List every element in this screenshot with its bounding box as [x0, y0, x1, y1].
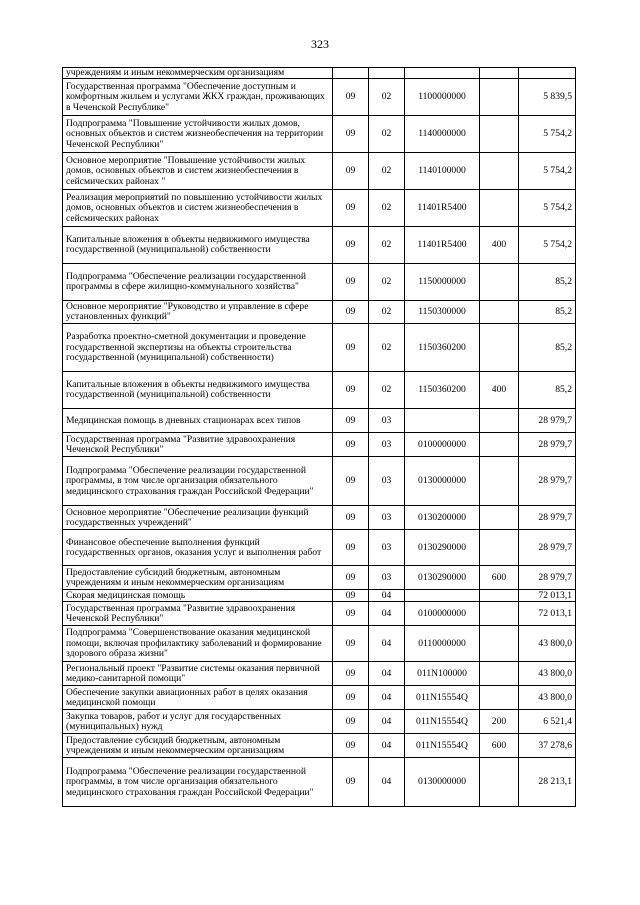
- row-target-article: 1150300000: [405, 301, 480, 324]
- row-section: 09: [333, 457, 369, 506]
- row-amount: [519, 68, 576, 79]
- row-expense-type: 400: [480, 227, 519, 264]
- row-expense-type: [480, 264, 519, 301]
- row-amount: 43 800,0: [519, 626, 576, 662]
- page-number: 323: [311, 37, 329, 51]
- row-subsection: 04: [369, 662, 405, 686]
- row-subsection: 03: [369, 457, 405, 506]
- row-amount: 85,2: [519, 264, 576, 301]
- row-subsection: 03: [369, 409, 405, 433]
- row-section: 09: [333, 566, 369, 590]
- table-row: [63, 264, 576, 301]
- row-subsection: 03: [369, 433, 405, 457]
- table-row: [63, 457, 576, 506]
- row-section: 09: [333, 590, 369, 602]
- row-section: 09: [333, 433, 369, 457]
- budget-table-body: [63, 68, 576, 807]
- row-target-article: 11401R5400: [405, 190, 480, 227]
- row-subsection: 02: [369, 264, 405, 301]
- row-amount: 85,2: [519, 301, 576, 324]
- table-row: [63, 530, 576, 566]
- row-target-article: 1150360200: [405, 372, 480, 409]
- row-section: 09: [333, 734, 369, 758]
- budget-table: [62, 67, 576, 807]
- row-amount: 28 979,7: [519, 530, 576, 566]
- row-name: учреждениям и иным некоммерческим организациям: [63, 68, 333, 79]
- row-section: 09: [333, 662, 369, 686]
- row-target-article: 1150360200: [405, 324, 480, 372]
- row-subsection: 03: [369, 506, 405, 530]
- row-target-article: 1140000000: [405, 116, 480, 153]
- row-target-article: 011N15554Q: [405, 710, 480, 734]
- row-amount: 5 839,5: [519, 79, 576, 116]
- row-amount: 72 013,1: [519, 602, 576, 626]
- row-subsection: 02: [369, 324, 405, 372]
- row-expense-type: [480, 626, 519, 662]
- table-row: [63, 409, 576, 433]
- row-section: 09: [333, 153, 369, 190]
- row-name: Капитальные вложения в объекты недвижимого имущества государственной (муниципальной) собственности: [63, 372, 333, 409]
- table-row: [63, 686, 576, 710]
- table-row: [63, 566, 576, 590]
- row-target-article: 0130290000: [405, 566, 480, 590]
- row-amount: 28 213,1: [519, 758, 576, 807]
- row-name: Государственная программа "Развитие здравоохранения Чеченской Республики": [63, 602, 333, 626]
- row-name: Подпрограмма "Совершенствование оказания медицинской помощи, включая профилактику заболеваний и формирование здорового образа жизни": [63, 626, 333, 662]
- row-subsection: 04: [369, 710, 405, 734]
- table-row: [63, 758, 576, 807]
- table-row: [63, 116, 576, 153]
- row-expense-type: 400: [480, 372, 519, 409]
- row-amount: 28 979,7: [519, 506, 576, 530]
- row-amount: 37 278,6: [519, 734, 576, 758]
- row-name: Региональный проект "Развитие системы оказания первичной медико-санитарной помощи": [63, 662, 333, 686]
- row-section: 09: [333, 409, 369, 433]
- row-amount: 28 979,7: [519, 457, 576, 506]
- row-section: 09: [333, 190, 369, 227]
- row-expense-type: [480, 324, 519, 372]
- row-name: Государственная программа "Обеспечение доступным и комфортным жильем и услугами ЖКХ граждан, проживающих в Чеченской Республике": [63, 79, 333, 116]
- row-subsection: 04: [369, 758, 405, 807]
- row-name: Скорая медицинская помощь: [63, 590, 333, 602]
- row-section: 09: [333, 626, 369, 662]
- row-section: 09: [333, 530, 369, 566]
- row-name: Основное мероприятие "Повышение устойчивости жилых домов, основных объектов и систем жизнеобеспечения в сейсмических районах ": [63, 153, 333, 190]
- row-amount: 5 754,2: [519, 116, 576, 153]
- row-target-article: [405, 68, 480, 79]
- table-row: [63, 602, 576, 626]
- row-expense-type: [480, 153, 519, 190]
- row-amount: 72 013,1: [519, 590, 576, 602]
- row-expense-type: [480, 301, 519, 324]
- row-name: Предоставление субсидий бюджетным, автономным учреждениям и иным некоммерческим организациям: [63, 566, 333, 590]
- table-row: [63, 227, 576, 264]
- row-expense-type: [480, 602, 519, 626]
- row-subsection: 04: [369, 734, 405, 758]
- row-amount: 6 521,4: [519, 710, 576, 734]
- row-name: Обеспечение закупки авиационных работ в целях оказания медицинской помощи: [63, 686, 333, 710]
- table-row: [63, 68, 576, 79]
- row-subsection: 04: [369, 602, 405, 626]
- table-row: [63, 372, 576, 409]
- row-expense-type: [480, 190, 519, 227]
- row-section: 09: [333, 506, 369, 530]
- row-target-article: 0100000000: [405, 602, 480, 626]
- row-name: Подпрограмма "Обеспечение реализации государственной программы, в том числе организация обязательного медицинского страхования граждан Российской Федерации": [63, 758, 333, 807]
- row-subsection: 02: [369, 372, 405, 409]
- row-target-article: [405, 409, 480, 433]
- row-section: 09: [333, 372, 369, 409]
- row-amount: 5 754,2: [519, 227, 576, 264]
- row-expense-type: 600: [480, 566, 519, 590]
- row-target-article: 0130200000: [405, 506, 480, 530]
- row-section: 09: [333, 264, 369, 301]
- row-expense-type: [480, 506, 519, 530]
- row-name: Финансовое обеспечение выполнения функций государственных органов, оказания услуг и выполнения работ: [63, 530, 333, 566]
- row-subsection: 02: [369, 301, 405, 324]
- row-subsection: 03: [369, 530, 405, 566]
- row-subsection: [369, 68, 405, 79]
- row-amount: 5 754,2: [519, 153, 576, 190]
- row-name: Капитальные вложения в объекты недвижимого имущества государственной (муниципальной) собственности: [63, 227, 333, 264]
- row-target-article: 0130000000: [405, 457, 480, 506]
- row-expense-type: 600: [480, 734, 519, 758]
- row-target-article: 1140100000: [405, 153, 480, 190]
- row-target-article: 0110000000: [405, 626, 480, 662]
- row-target-article: [405, 590, 480, 602]
- row-section: 09: [333, 686, 369, 710]
- row-name: Разработка проектно-сметной документации и проведение государственной экспертизы на объекты строительства государственной (муниципальной) собственности): [63, 324, 333, 372]
- table-row: [63, 626, 576, 662]
- row-subsection: 02: [369, 153, 405, 190]
- row-target-article: 1150000000: [405, 264, 480, 301]
- row-amount: 28 979,7: [519, 433, 576, 457]
- row-section: 09: [333, 301, 369, 324]
- table-row: [63, 433, 576, 457]
- row-section: 09: [333, 79, 369, 116]
- row-section: 09: [333, 116, 369, 153]
- table-row: [63, 79, 576, 116]
- row-name: Основное мероприятие "Обеспечение реализации функций государственных учреждений": [63, 506, 333, 530]
- row-section: 09: [333, 227, 369, 264]
- row-amount: 28 979,7: [519, 566, 576, 590]
- row-amount: 85,2: [519, 324, 576, 372]
- row-target-article: 0100000000: [405, 433, 480, 457]
- row-expense-type: [480, 79, 519, 116]
- row-section: 09: [333, 324, 369, 372]
- row-amount: 43 800,0: [519, 662, 576, 686]
- row-expense-type: [480, 68, 519, 79]
- row-name: Подпрограмма "Повышение устойчивости жилых домов, основных объектов и систем жизнеобеспечения на территории Чеченской Республики": [63, 116, 333, 153]
- row-amount: 5 754,2: [519, 190, 576, 227]
- row-name: Предоставление субсидий бюджетным, автономным учреждениям и иным некоммерческим организациям: [63, 734, 333, 758]
- table-row: [63, 190, 576, 227]
- row-amount: 85,2: [519, 372, 576, 409]
- row-section: 09: [333, 758, 369, 807]
- table-row: [63, 734, 576, 758]
- table-row: [63, 324, 576, 372]
- row-subsection: 02: [369, 116, 405, 153]
- row-expense-type: [480, 590, 519, 602]
- row-expense-type: [480, 433, 519, 457]
- row-subsection: 02: [369, 190, 405, 227]
- table-row: [63, 590, 576, 602]
- table-row: [63, 301, 576, 324]
- row-target-article: 11401R5400: [405, 227, 480, 264]
- row-subsection: 04: [369, 626, 405, 662]
- row-target-article: 0130290000: [405, 530, 480, 566]
- row-target-article: 011N15554Q: [405, 734, 480, 758]
- row-target-article: 0130000000: [405, 758, 480, 807]
- row-subsection: 03: [369, 566, 405, 590]
- row-section: 09: [333, 602, 369, 626]
- row-target-article: 011N100000: [405, 662, 480, 686]
- row-expense-type: [480, 409, 519, 433]
- row-name: Подпрограмма "Обеспечение реализации государственной программы в сфере жилищно-коммунального хозяйства": [63, 264, 333, 301]
- row-subsection: 04: [369, 686, 405, 710]
- row-name: Закупка товаров, работ и услуг для государственных (муниципальных) нужд: [63, 710, 333, 734]
- row-expense-type: [480, 758, 519, 807]
- row-target-article: 011N15554Q: [405, 686, 480, 710]
- table-row: [63, 662, 576, 686]
- row-expense-type: [480, 457, 519, 506]
- row-amount: 28 979,7: [519, 409, 576, 433]
- row-subsection: 04: [369, 590, 405, 602]
- table-row: [63, 710, 576, 734]
- row-name: Государственная программа "Развитие здравоохранения Чеченской Республики": [63, 433, 333, 457]
- row-expense-type: [480, 116, 519, 153]
- row-name: Медицинская помощь в дневных стационарах всех типов: [63, 409, 333, 433]
- row-target-article: 1100000000: [405, 79, 480, 116]
- row-name: Основное мероприятие "Руководство и управление в сфере установленных функций": [63, 301, 333, 324]
- row-section: [333, 68, 369, 79]
- row-amount: 43 800,0: [519, 686, 576, 710]
- row-expense-type: [480, 662, 519, 686]
- row-expense-type: 200: [480, 710, 519, 734]
- row-expense-type: [480, 530, 519, 566]
- row-subsection: 02: [369, 227, 405, 264]
- table-row: [63, 153, 576, 190]
- row-expense-type: [480, 686, 519, 710]
- row-section: 09: [333, 710, 369, 734]
- row-name: Подпрограмма "Обеспечение реализации государственной программы, в том числе организация обязательного медицинского страхования граждан Российской Федерации": [63, 457, 333, 506]
- table-row: [63, 506, 576, 530]
- row-name: Реализация мероприятий по повышению устойчивости жилых домов, основных объектов и систем жизнеобеспечения в сейсмических районах: [63, 190, 333, 227]
- row-subsection: 02: [369, 79, 405, 116]
